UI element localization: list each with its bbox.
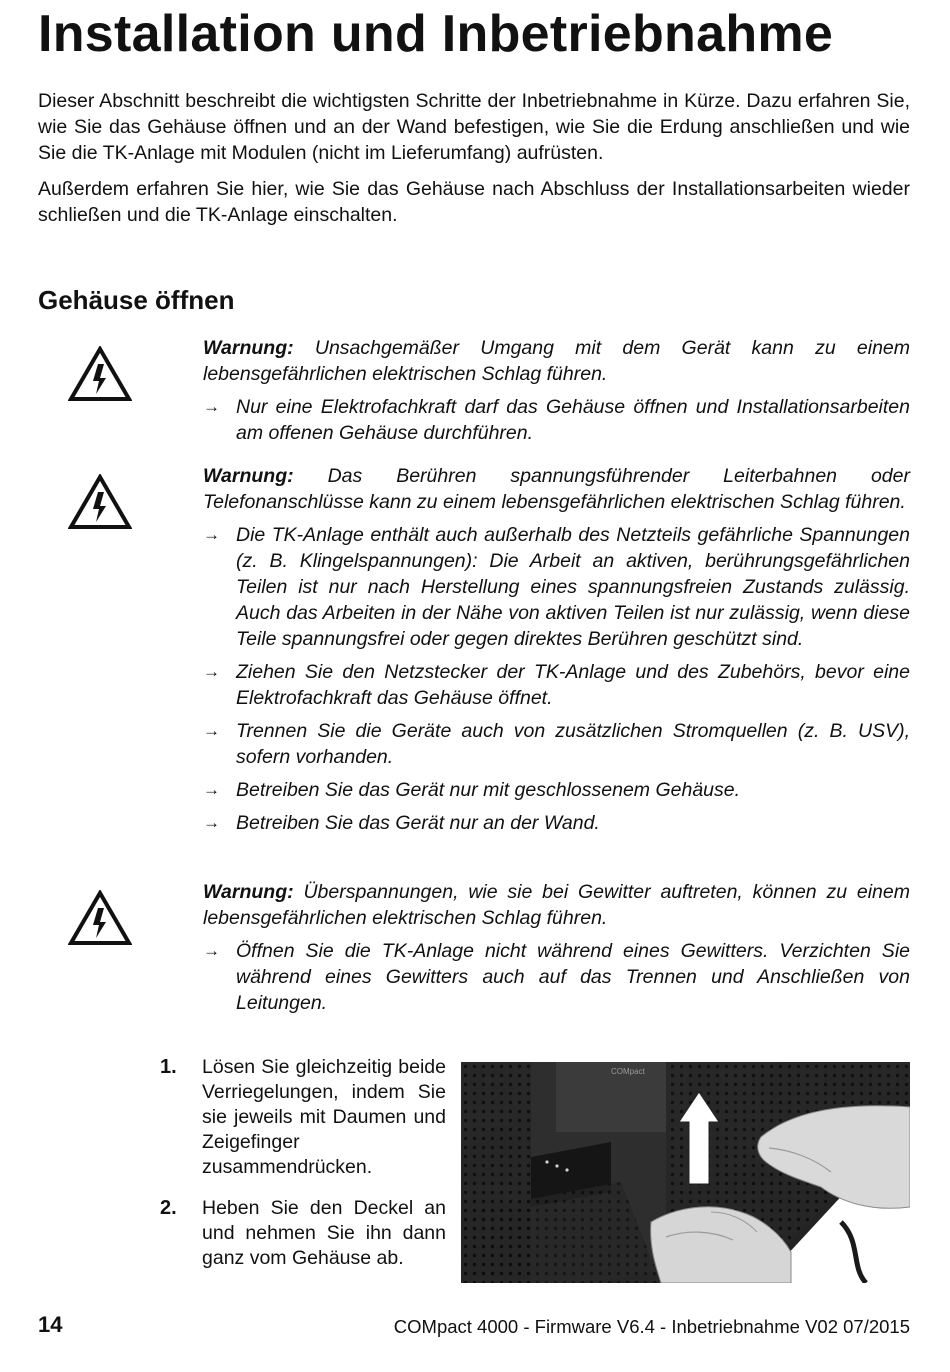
warning-block-2 <box>203 463 910 836</box>
warning-message: Das Berühren spannungsführender Leiterbahnen oder Telefonanschlüsse kann zu einem lebensgefährlichen elektrischen Schlag führen. <box>203 465 910 513</box>
warning-bullet <box>203 938 910 1016</box>
housing-opening-photo <box>461 1062 910 1283</box>
intro-paragraph-1: Dieser Abschnitt beschreibt die wichtigsten Schritte der Inbetriebnahme in Kürze. Dazu erfahren Sie, wie Sie das Gehäuse öffnen und an der Wand befestigen, wie Sie die Erdung anschließen und wie Sie die TK-Anlage mit Modulen (nicht im Lieferumfang) aufrüsten. <box>38 90 910 164</box>
arrow-icon: → <box>203 662 220 681</box>
warning-bullet <box>203 522 910 652</box>
warning-bullet <box>203 718 910 770</box>
arrow-icon: → <box>203 721 220 740</box>
warning-label: Warnung: <box>203 881 294 903</box>
step-number: 1. <box>160 1056 177 1078</box>
warning-label: Warnung: <box>203 337 294 359</box>
photo-device-label: COMpact <box>611 1067 645 1076</box>
warning-bullet <box>203 659 910 711</box>
bullet-text: Betreiben Sie das Gerät nur an der Wand. <box>236 812 600 834</box>
warning-bullet <box>203 394 910 446</box>
page-title: Installation und Inbetriebnahme <box>38 5 834 63</box>
section-heading: Gehäuse öffnen <box>38 285 235 315</box>
arrow-icon: → <box>203 780 220 799</box>
warning-label: Warnung: <box>203 465 294 487</box>
warning-bullet <box>203 810 910 836</box>
arrow-icon: → <box>203 813 220 832</box>
warning-text <box>203 463 910 515</box>
step-number: 2. <box>160 1197 177 1219</box>
bullet-text: Die TK-Anlage enthält auch außerhalb des Netzteils gefährliche Spannungen (z. B. Klingelspannungen): Die Arbeit an aktiven, berührungsgefährlichen Teilen ist nur nach Herstellung eines spannungsfreien Zustands zulässig. Auch das Arbeiten in der Nähe von aktiven Teilen ist nur zulässig, wenn diese Teile spannungsfrei oder gegen direktes Berühren geschützt sind. <box>236 524 910 650</box>
warning-message: Unsachgemäßer Umgang mit dem Gerät kann zu einem lebensgefährlichen elektrischen Schlag führen. <box>203 337 910 385</box>
intro-paragraph-2: Außerdem erfahren Sie hier, wie Sie das Gehäuse nach Abschluss der Installationsarbeiten wieder schließen und die TK-Anlage einschalten. <box>38 178 910 226</box>
warning-text <box>203 879 910 931</box>
warning-block-1 <box>203 335 910 446</box>
high-voltage-warning-icon <box>68 890 132 946</box>
high-voltage-warning-icon <box>68 474 132 530</box>
arrow-icon: → <box>203 941 220 960</box>
arrow-icon: → <box>203 525 220 544</box>
step-text: Heben Sie den Deckel an und nehmen Sie ihn dann ganz vom Gehäuse ab. <box>202 1197 446 1269</box>
bullet-text: Betreiben Sie das Gerät nur mit geschlossenem Gehäuse. <box>236 779 741 801</box>
warning-message: Überspannungen, wie sie bei Gewitter auftreten, können zu einem lebensgefährlichen elektrischen Schlag führen. <box>203 881 910 929</box>
footer-text: COMpact 4000 - Firmware V6.4 - Inbetriebnahme V02 07/2015 <box>393 1316 910 1337</box>
warning-block-3 <box>203 879 910 1016</box>
bullet-text: Ziehen Sie den Netzstecker der TK-Anlage und des Zubehörs, bevor eine Elektrofachkraft das Gehäuse öffnet. <box>236 661 910 709</box>
high-voltage-warning-icon <box>68 346 132 402</box>
page-number: 14 <box>38 1312 63 1337</box>
bullet-text: Trennen Sie die Geräte auch von zusätzlichen Stromquellen (z. B. USV), sofern vorhanden. <box>236 720 910 768</box>
step-text: Lösen Sie gleichzeitig beide Verriegelungen, indem Sie sie jeweils mit Daumen und Zeigefinger zusammendrücken. <box>202 1056 446 1178</box>
arrow-icon: → <box>203 397 220 416</box>
warning-bullet <box>203 777 910 803</box>
bullet-text: Nur eine Elektrofachkraft darf das Gehäuse öffnen und Installationsarbeiten am offenen Gehäuse durchführen. <box>236 396 910 444</box>
bullet-text: Öffnen Sie die TK-Anlage nicht während eines Gewitters. Verzichten Sie während eines Gewitters auch auf das Trennen und Anschließen von Leitungen. <box>236 940 910 1014</box>
warning-text <box>203 335 910 387</box>
